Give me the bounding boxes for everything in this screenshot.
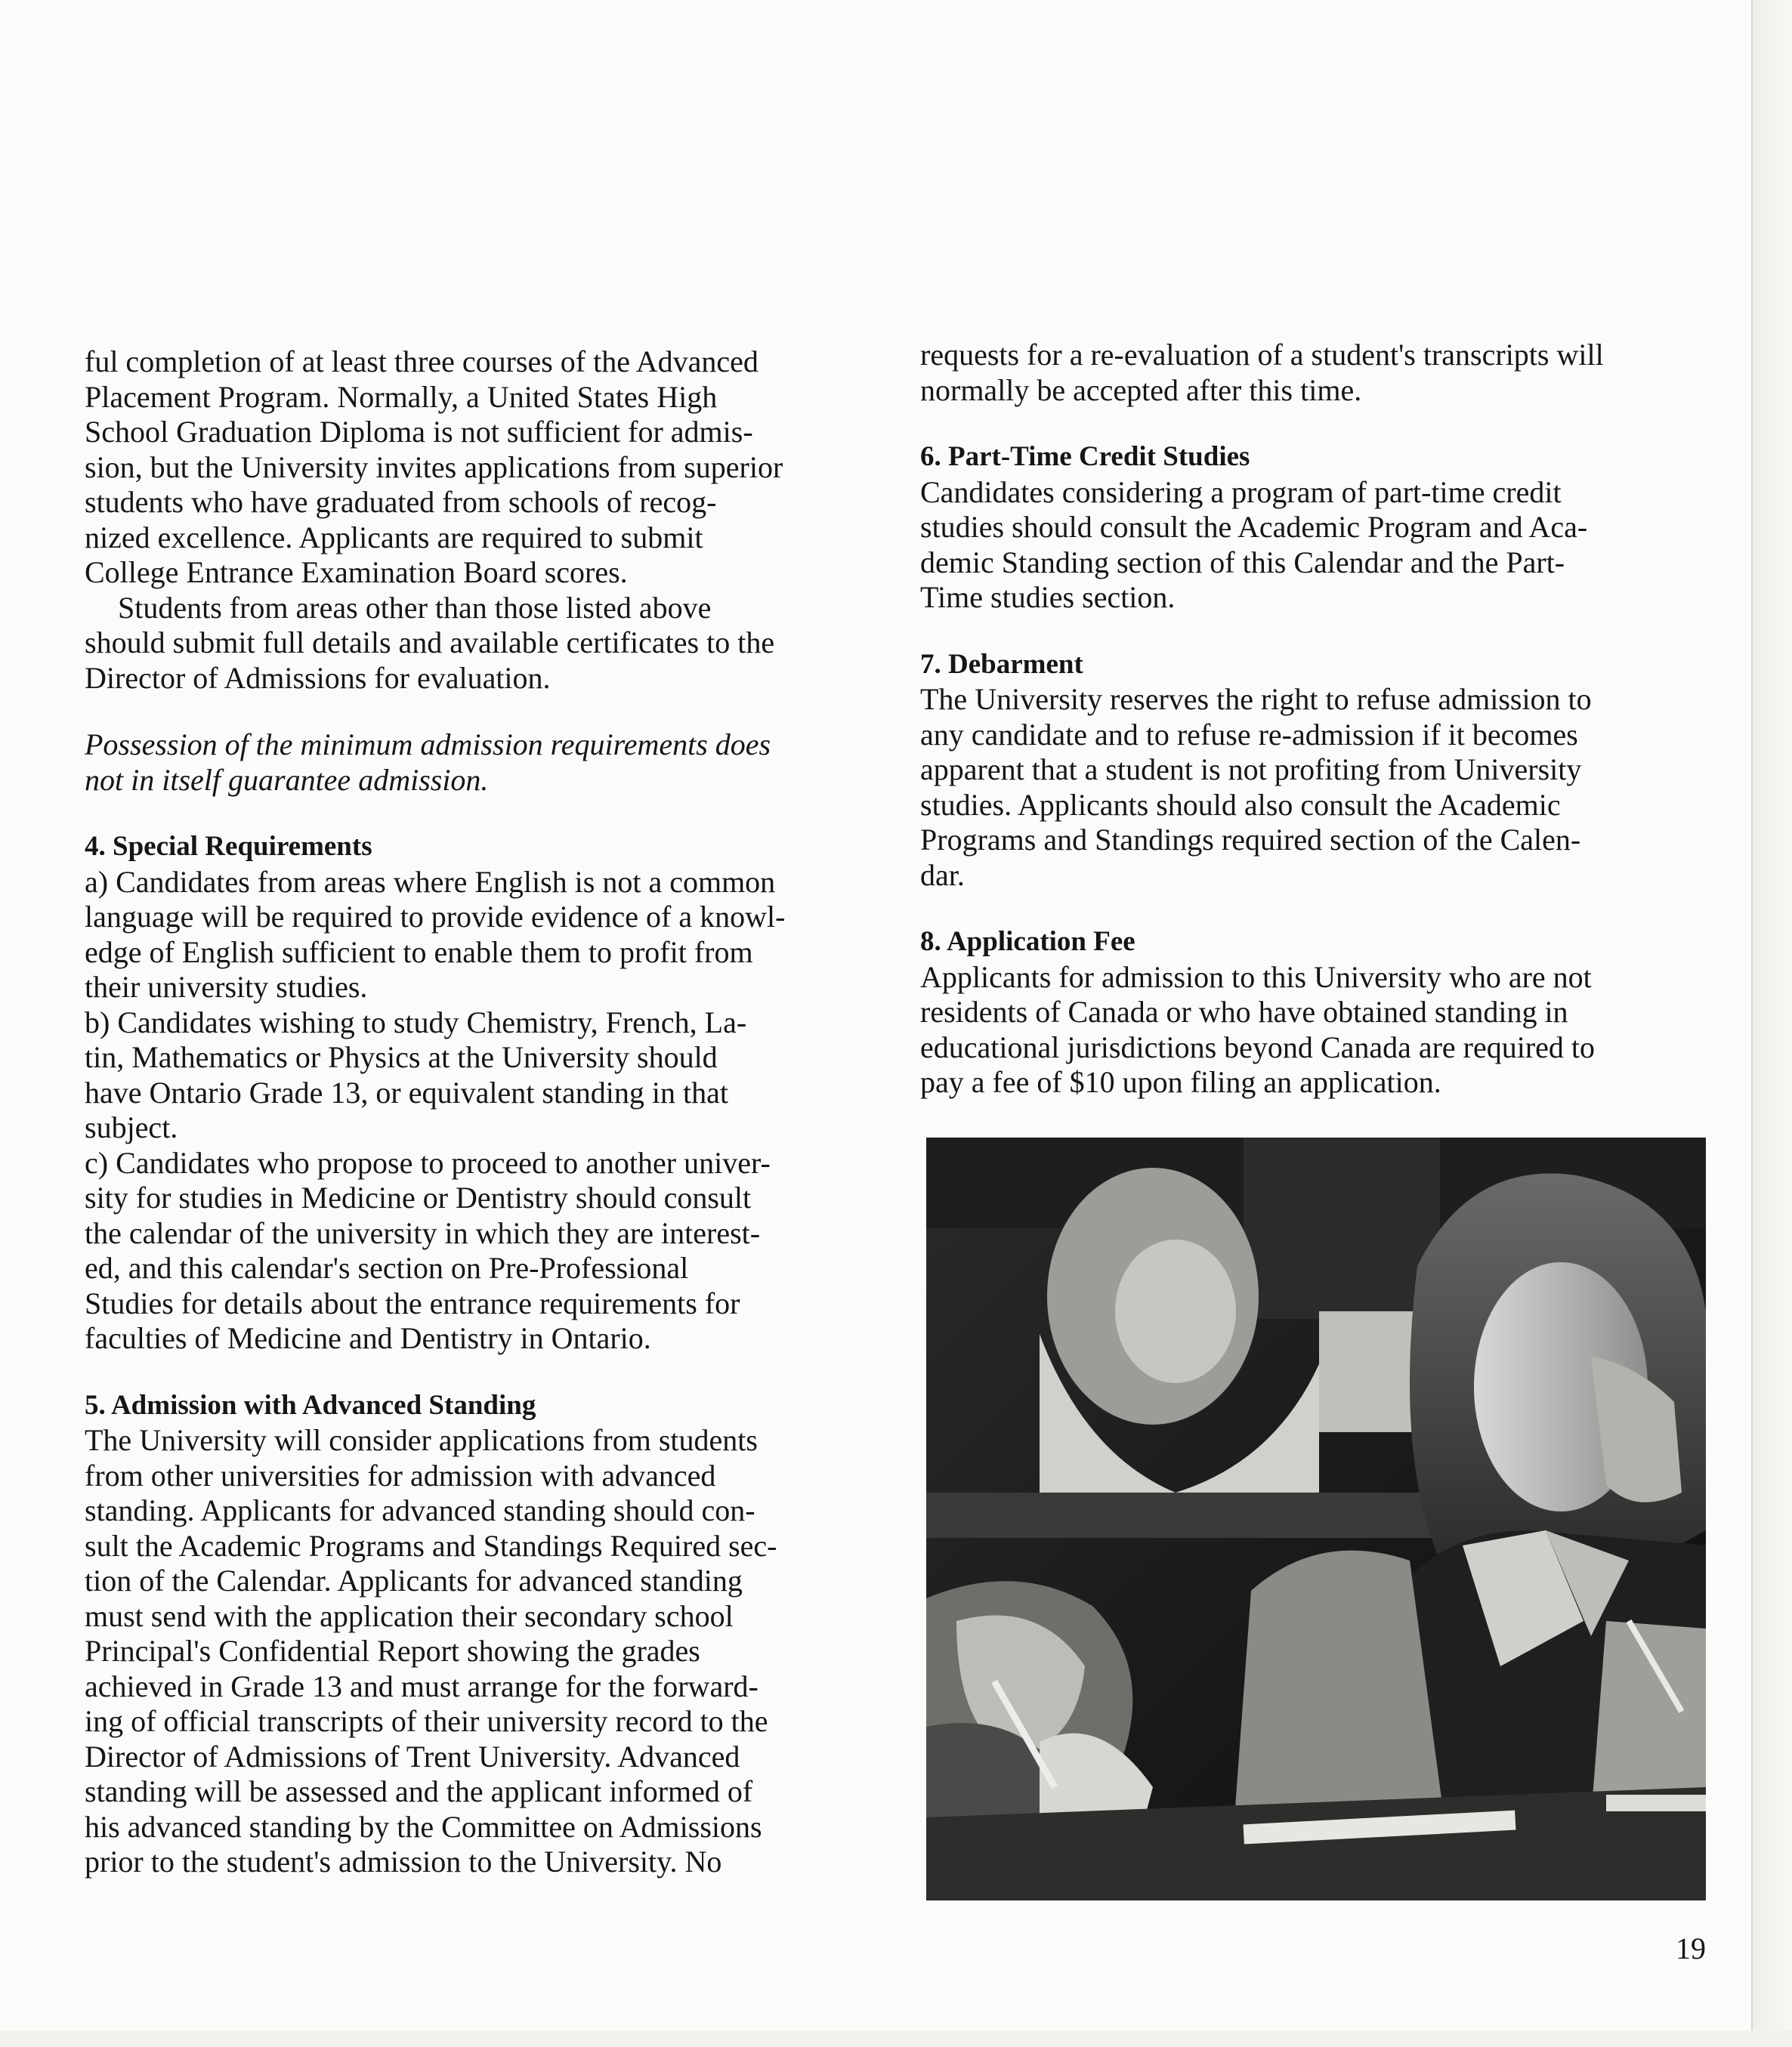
text-line: sity for studies in Medicine or Dentistry should consult [85, 1181, 752, 1215]
text-line: Placement Program. Normally, a United States High [85, 379, 718, 414]
text-line: faculties of Medicine and Dentistry in Ontario. [85, 1321, 651, 1355]
text-line: dar. [920, 857, 965, 892]
text-line: their university studies. [85, 970, 368, 1004]
text-line: sion, but the University invites applications from superior [85, 449, 783, 484]
text-line: requests for a re-evaluation of a student's transcripts will [920, 338, 1604, 372]
section-debarment [920, 647, 1691, 894]
text-line: from other universities for admission with advanced [85, 1458, 716, 1493]
text-line: Studies for details about the entrance requirements for [85, 1286, 740, 1320]
text-line: achieved in Grade 13 and must arrange for the forward- [85, 1669, 759, 1703]
text-line: Programs and Standings required section of the Calen- [920, 823, 1581, 857]
text-line: residents of Canada or who have obtained standing in [920, 995, 1568, 1029]
text-line: have Ontario Grade 13, or equivalent standing in that [85, 1075, 728, 1110]
text-line: prior to the student's admission to the University. No [85, 1845, 722, 1879]
admission-note [85, 727, 874, 798]
page-bottom-edge [0, 2030, 1792, 2047]
text-line: Students from areas other than those listed above [118, 590, 712, 625]
text-line: educational jurisdictions beyond Canada are required to [920, 1030, 1596, 1064]
right-column [920, 338, 1691, 1101]
section-heading: 8. Application Fee [920, 926, 1135, 957]
text-line: Candidates considering a program of part-time credit [920, 474, 1562, 509]
section-special-requirements [85, 829, 874, 1357]
text-line: standing will be assessed and the applicant informed of [85, 1774, 753, 1808]
section-heading: 5. Admission with Advanced Standing [85, 1389, 536, 1421]
text-line: language will be required to provide evidence of a knowl- [85, 900, 786, 934]
page-number: 19 [1676, 1931, 1706, 1965]
section-application-fee [920, 925, 1691, 1101]
text-line: c) Candidates who propose to proceed to another univer- [85, 1145, 771, 1180]
text-line: standing. Applicants for advanced standing should con- [85, 1493, 755, 1527]
text-line: studies. Applicants should also consult the Academic [920, 787, 1561, 822]
text-line: nized excellence. Applicants are required to submit [85, 520, 703, 554]
section-heading: 7. Debarment [920, 648, 1083, 680]
text-line: edge of English sufficient to enable them to profit from [85, 934, 753, 969]
text-line: should submit full details and available certificates to the [85, 625, 775, 659]
paragraph-re-evaluation [920, 338, 1691, 408]
text-line: not in itself guarantee admission. [85, 762, 489, 797]
text-line: Principal's Confidential Report showing the grades [85, 1634, 700, 1668]
section-heading: 6. Part-Time Credit Studies [920, 441, 1250, 472]
left-column [85, 344, 874, 1880]
text-line: ing of official transcripts of their university record to the [85, 1704, 768, 1738]
text-line: School Graduation Diploma is not sufficient for admis- [85, 415, 753, 449]
text-line: Director of Admissions of Trent University. Advanced [85, 1739, 740, 1774]
paragraph-other-areas [85, 591, 874, 696]
section-heading: 4. Special Requirements [85, 831, 372, 862]
text-line: ed, and this calendar's section on Pre-Professional [85, 1251, 689, 1285]
text-line: b) Candidates wishing to study Chemistry, French, La- [85, 1005, 747, 1039]
photo-illustration [926, 1138, 1706, 1900]
text-line: students who have graduated from schools of recog- [85, 485, 717, 519]
text-line: Time studies section. [920, 580, 1176, 614]
students-writing-photo [926, 1138, 1706, 1900]
page-edge-shadow [1751, 0, 1792, 2047]
text-line: demic Standing section of this Calendar and the Part- [920, 545, 1565, 579]
text-line: apparent that a student is not profiting from University [920, 752, 1582, 786]
text-line: any candidate and to refuse re-admission if it becomes [920, 717, 1578, 752]
text-line: Director of Admissions for evaluation. [85, 660, 551, 695]
text-line: tion of the Calendar. Applicants for advanced standing [85, 1564, 743, 1598]
text-line: pay a fee of $10 upon filing an application. [920, 1065, 1441, 1099]
section-part-time-studies [920, 440, 1691, 616]
text-line: must send with the application their secondary school [85, 1598, 734, 1633]
text-line: Applicants for admission to this University who are not [920, 959, 1592, 994]
text-line: The University reserves the right to refuse admission to [920, 682, 1592, 716]
text-line: ful completion of at least three courses of the Advanced [85, 344, 759, 378]
text-line: Possession of the minimum admission requirements does [85, 727, 771, 761]
text-line: subject. [85, 1110, 178, 1144]
text-line: a) Candidates from areas where English is not a common [85, 864, 776, 899]
text-line: The University will consider applications from students [85, 1423, 758, 1457]
text-line: the calendar of the university in which they are interest- [85, 1215, 761, 1250]
text-line: tin, Mathematics or Physics at the University should [85, 1040, 718, 1074]
section-advanced-standing [85, 1388, 874, 1880]
text-line: his advanced standing by the Committee on Admissions [85, 1809, 762, 1844]
text-line: sult the Academic Programs and Standings Required sec- [85, 1528, 777, 1563]
text-line: studies should consult the Academic Program and Aca- [920, 510, 1588, 544]
paragraph-advanced-placement [85, 344, 874, 591]
text-line: College Entrance Examination Board scores. [85, 555, 628, 589]
text-line: normally be accepted after this time. [920, 372, 1362, 407]
